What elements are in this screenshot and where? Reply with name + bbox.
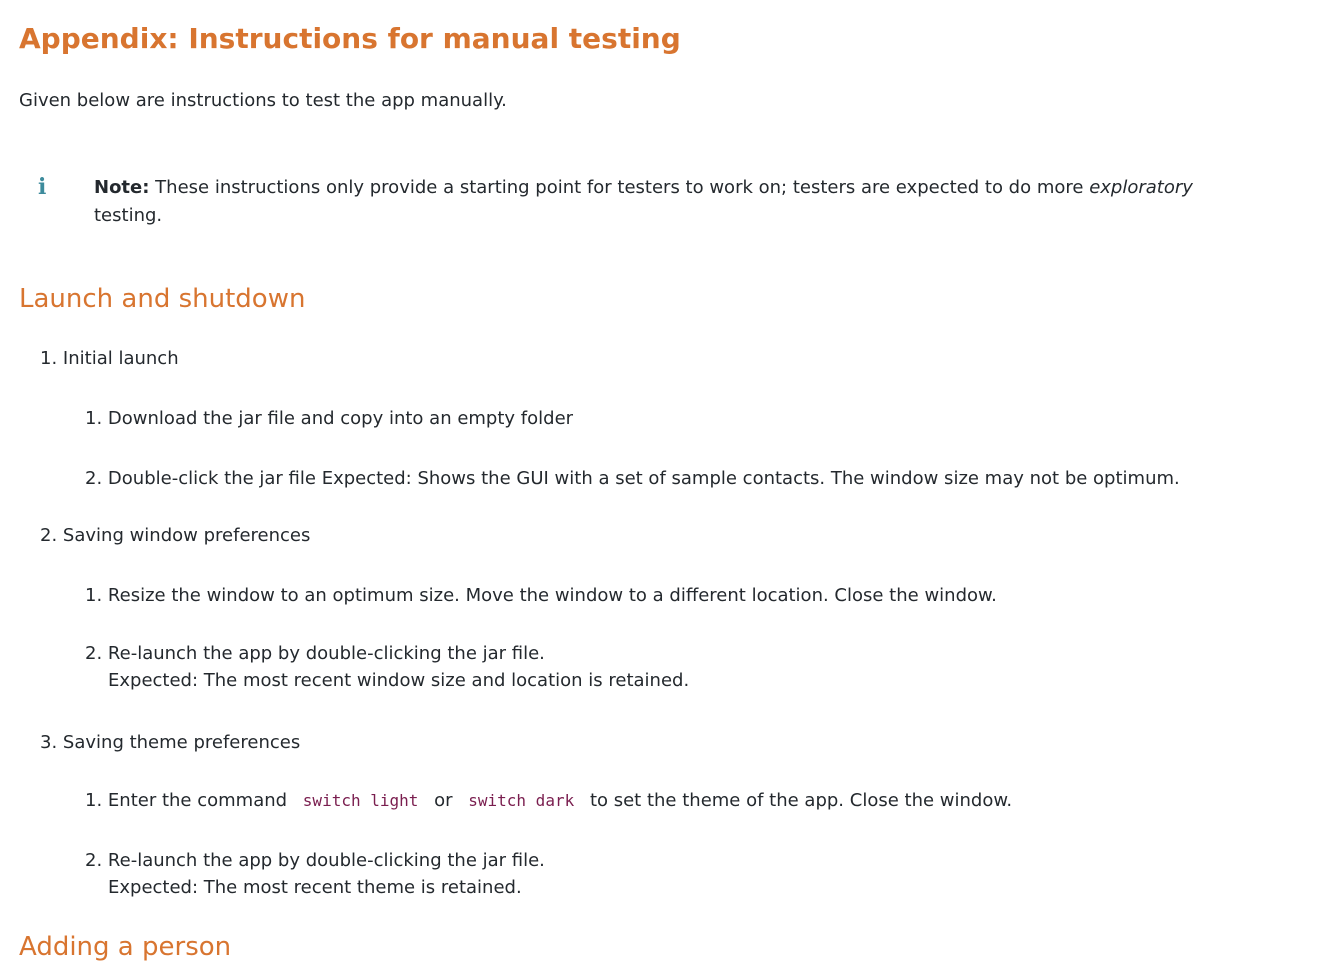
list-number: 3. xyxy=(40,732,58,753)
step-text: Download the jar file and copy into an empty folder xyxy=(107,408,574,429)
step-text: Re-launch the app by double-clicking the jar file. xyxy=(107,850,545,871)
list-item-label: Initial launch xyxy=(62,348,179,369)
list-number: 2. xyxy=(40,525,58,546)
step-number: 2. xyxy=(85,643,103,664)
list-item-window-preferences xyxy=(40,525,310,546)
list-number: 1. xyxy=(40,348,58,369)
info-icon: i xyxy=(38,174,47,200)
list-step xyxy=(85,850,545,898)
list-item-theme-preferences xyxy=(40,732,300,753)
step-number: 2. xyxy=(85,468,103,489)
page-title: Appendix: Instructions for manual testing xyxy=(19,22,681,55)
step-text: Enter the command xyxy=(107,790,293,811)
list-step xyxy=(85,790,1012,811)
list-step xyxy=(85,585,997,606)
list-item-label: Saving window preferences xyxy=(62,525,311,546)
step-text: Re-launch the app by double-clicking the jar file. xyxy=(107,643,545,664)
intro-text: Given below are instructions to test the app manually. xyxy=(19,90,507,111)
step-number: 1. xyxy=(85,790,103,811)
note-body: These instructions only provide a starting point for testers to work on; testers are expected to do more xyxy=(149,177,1090,198)
step-number: 1. xyxy=(85,585,103,606)
list-step xyxy=(85,468,1180,489)
step-text: or xyxy=(428,790,459,811)
list-step xyxy=(85,408,573,429)
step-number: 1. xyxy=(85,408,103,429)
list-item-initial-launch xyxy=(40,348,179,369)
code-switch-dark: switch dark xyxy=(468,791,575,810)
step-number: 2. xyxy=(85,850,103,871)
note-body-end: testing. xyxy=(94,205,163,226)
note-text xyxy=(94,174,1254,230)
step-text: Resize the window to an optimum size. Move the window to a different location. Close the window. xyxy=(107,585,997,606)
step-text: Double-click the jar file Expected: Shows the GUI with a set of sample contacts. The window size may not be optimum. xyxy=(107,468,1180,489)
step-text: to set the theme of the app. Close the window. xyxy=(584,790,1013,811)
step-expected-text: Expected: The most recent window size and location is retained. xyxy=(108,670,690,691)
list-item-label: Saving theme preferences xyxy=(62,732,301,753)
list-step xyxy=(85,643,689,691)
code-switch-light: switch light xyxy=(302,791,419,810)
section-heading-launch: Launch and shutdown xyxy=(19,284,306,314)
note-emphasis: exploratory xyxy=(1089,177,1193,198)
step-expected-text: Expected: The most recent theme is retained. xyxy=(108,877,522,898)
section-heading-adding-person: Adding a person xyxy=(19,932,232,962)
note-label: Note: xyxy=(94,177,150,198)
